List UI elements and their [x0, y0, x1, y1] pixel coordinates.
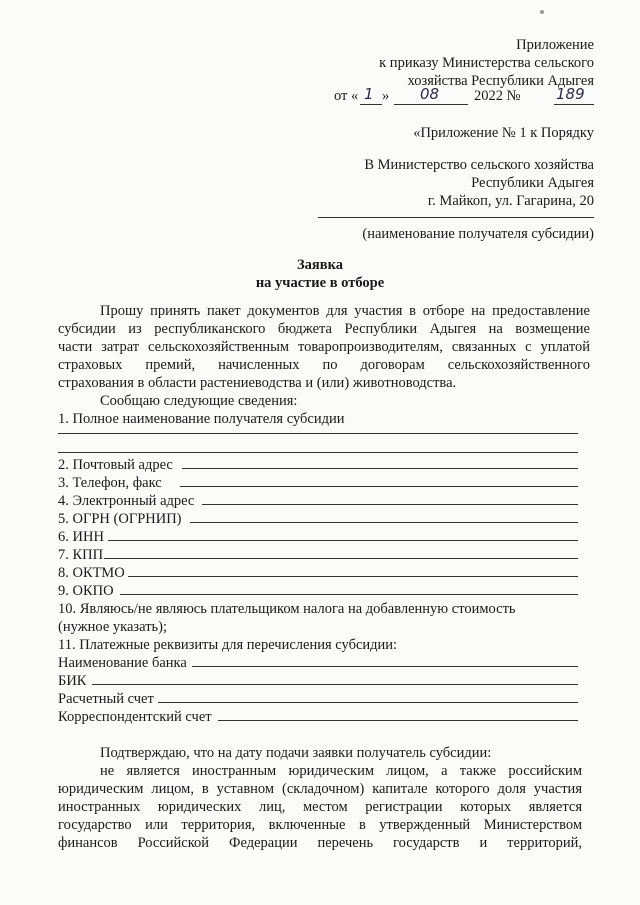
procedure-appendix-ref: «Приложение № 1 к Порядку — [413, 125, 594, 141]
addressee-line1: В Министерство сельского хозяйства — [364, 157, 594, 173]
field-vat-label: 10. Являюсь/не являюсь плательщиком налога на добавленную стоимость — [58, 601, 516, 617]
field-ogrn-label: 5. ОГРН (ОГРНИП) — [58, 511, 182, 527]
field-email-label: 4. Электронный адрес — [58, 493, 195, 509]
intro-line-1: Прошу принять пакет документов для участия в отборе на предоставление — [100, 303, 590, 319]
order-ref-line2: хозяйства Республики Адыгея — [407, 73, 594, 89]
info-lead: Сообщаю следующие сведения: — [100, 393, 298, 409]
addressee-line2: Республики Адыгея — [471, 175, 594, 191]
recipient-name-line — [318, 217, 594, 218]
confirm-line-1: не является иностранным юридическим лицом, а также российским — [100, 763, 582, 779]
field-inn-line[interactable] — [108, 540, 578, 541]
field-payment-label: 11. Платежные реквизиты для перечисления субсидии: — [58, 637, 398, 653]
doc-title: Заявка — [297, 257, 343, 273]
order-ref-line1: к приказу Министерства сельского — [379, 55, 594, 71]
confirm-line-3: иностранных юридических лиц, местом регистрации которых является — [58, 799, 582, 815]
field-bik-line[interactable] — [92, 684, 578, 685]
field-postal-line[interactable] — [182, 468, 578, 469]
field-inn-label: 6. ИНН — [58, 529, 104, 545]
date-prefix: от « — [334, 88, 359, 104]
field-kpp-label: 7. КПП — [58, 547, 104, 563]
intro-line-2: субсидии из республиканского бюджета Республики Адыгея на возмещение — [58, 321, 590, 337]
field-corr-line[interactable] — [218, 720, 578, 721]
scan-speck — [540, 10, 544, 14]
intro-line-4: страховых премий, начисленных по договорам сельскохозяйственного — [58, 357, 590, 373]
intro-line-3: части затрат сельскохозяйственным товаропроизводителям, связанных с уплатой — [58, 339, 590, 355]
field-phone-line[interactable] — [180, 486, 578, 487]
recipient-name-caption: (наименование получателя субсидии) — [362, 226, 594, 242]
field-account-line[interactable] — [158, 702, 578, 703]
addressee-line3: г. Майкоп, ул. Гагарина, 20 — [427, 193, 594, 209]
field-phone-label: 3. Телефон, факс — [58, 475, 162, 491]
field-vat-note: (нужное указать); — [58, 619, 168, 635]
field-oktmo-label: 8. ОКТМО — [58, 565, 125, 581]
date-day-close: » — [382, 88, 390, 104]
field-email-line[interactable] — [202, 504, 578, 505]
field-oktmo-line[interactable] — [128, 576, 578, 577]
field-ogrn-line[interactable] — [190, 522, 578, 523]
doc-subtitle: на участие в отборе — [255, 275, 385, 291]
field-full-name-line-2[interactable] — [58, 452, 578, 453]
field-corr-label: Корреспондентский счет — [58, 709, 212, 725]
date-month: 08 — [420, 85, 440, 103]
date-year: 2022 № — [474, 88, 521, 104]
field-full-name-line-1[interactable] — [58, 433, 578, 434]
date-day: 1 — [364, 85, 374, 103]
confirm-lead: Подтверждаю, что на дату подачи заявки получатель субсидии: — [100, 745, 492, 761]
field-bank-line[interactable] — [192, 666, 578, 667]
field-okpo-line[interactable] — [120, 594, 578, 595]
field-bank-label: Наименование банка — [58, 655, 187, 671]
order-number: 189 — [556, 85, 585, 103]
field-kpp-line[interactable] — [104, 558, 578, 559]
field-postal-label: 2. Почтовый адрес — [58, 457, 173, 473]
confirm-line-2: юридическим лицом, в уставном (складочном) капитале которого доля участия — [58, 781, 582, 797]
intro-line-5: страхования в области растениеводства и (или) животноводства. — [58, 375, 457, 391]
confirm-line-4: государство или территория, включенные в утвержденный Министерством — [58, 817, 582, 833]
field-okpo-label: 9. ОКПО — [58, 583, 114, 599]
field-full-name-label: 1. Полное наименование получателя субсидии — [58, 411, 345, 427]
field-bik-label: БИК — [58, 673, 87, 689]
confirm-line-5: финансов Российской Федерации перечень государств и территорий, — [58, 835, 582, 851]
order-date-line — [334, 85, 594, 108]
appendix-label: Приложение — [516, 37, 594, 53]
field-account-label: Расчетный счет — [58, 691, 154, 707]
